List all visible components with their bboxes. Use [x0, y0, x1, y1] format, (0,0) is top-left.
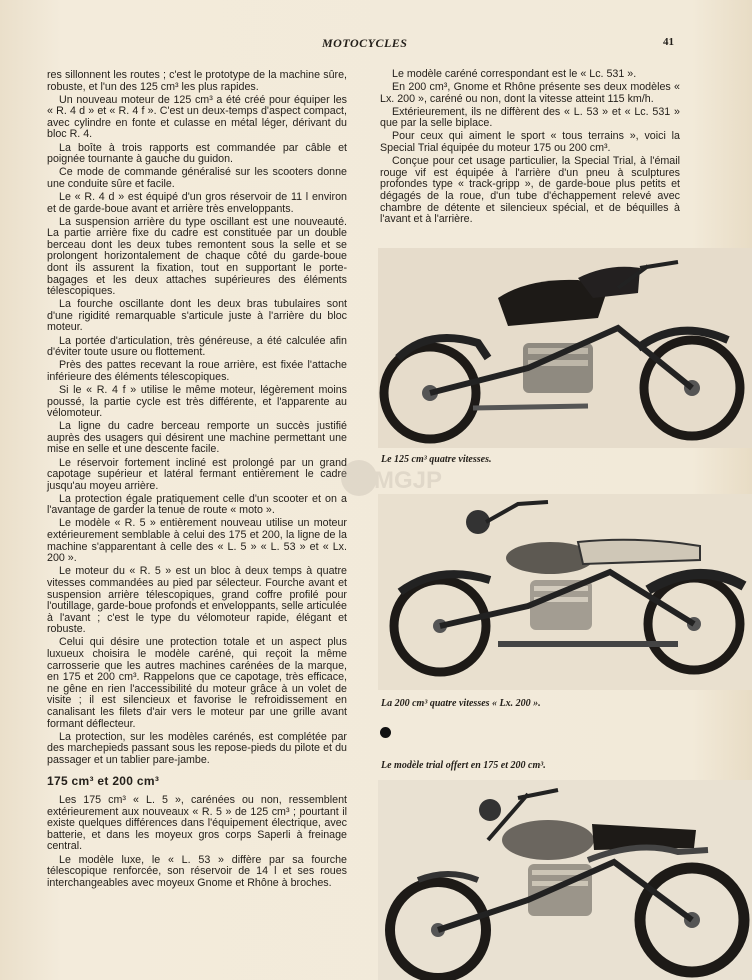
left-text-column [47, 70, 347, 891]
paragraph: La portée d'articulation, très généreuse, a été calculée afin d'éviter toute usure ou flottement. [47, 334, 347, 359]
watermark-text: MGJP [374, 467, 443, 494]
paragraph: Conçue pour cet usage particulier, la Special Trial, à l'émail rouge vif est équipée à l'arrière d'un pneu à sculptures profondes type « track-gripp », de garde-boue plus petits et dégagés de la roue, d'un tube d'échappement relevé avec chambre de détente et silencieux spécial, et de béquilles à l'avant et à l'arrière. [380, 155, 680, 226]
paragraph: Les 175 cm³ « L. 5 », carénées ou non, ressemblent extérieurement aux nouveaux « R. 5 » de 125 cm³ ; pourtant il existe quelques différences dans l'équipement électrique, avec batterie, et dans les moyeux gros corps Saperli à freinage central. [47, 794, 347, 853]
page-number: 41 [663, 36, 674, 48]
paragraph: Celui qui désire une protection totale et un aspect plus luxueux choisira le modèle caréné, qui reçoit la même carrosserie que les autres machines carénées de la marque, en 175 et 200 cm³. Rappelons que ce capotage, très efficace, ne gêne en rien l'accessibilité du moteur grâce à un volet de visite ; il est silencieux et favorise le refroidissement en canalisant les filets d'air vers le moteur par une grille avant formant déflecteur. [47, 636, 347, 730]
right-text-column [380, 69, 680, 227]
motorcycle-photo-trial [378, 780, 752, 980]
bullet-mark [380, 727, 391, 738]
paragraph: La protection, sur les modèles carénés, est complétée par des marchepieds passant sous les repose-pieds du pilote et du passager et un tablier pare-jambe. [47, 730, 347, 766]
paragraph: La boîte à trois rapports est commandée par câble et poignée tournante à gauche du guidon. [47, 141, 347, 166]
paragraph: Le modèle luxe, le « L. 53 » diffère par sa fourche télescopique renforcée, son réservoir de 14 l et ses roues interchangeables avec moyeux Gnome et Rhône à broches. [47, 853, 347, 889]
paragraph: res sillonnent les routes ; c'est le prototype de la machine sûre, robuste, et l'un des 125 cm³ les plus rapides. [47, 69, 347, 93]
paragraph: Extérieurement, ils ne diffèrent des « L. 53 » et « Lc. 531 » que par la selle biplace. [380, 105, 680, 130]
paragraph: Pour ceux qui aiment le sport « tous terrains », voici la Special Trial équipée du moteur 175 ou 200 cm³. [380, 130, 680, 155]
motorcycle-photo-lx200 [378, 494, 752, 690]
photo-caption: Le modèle trial offert en 175 et 200 cm³. [381, 760, 546, 771]
paragraph: La fourche oscillante dont les deux bras tubulaires sont d'une rigidité remarquable s'articule juste à l'arrière du bloc moteur. [47, 298, 347, 334]
paragraph: Le modèle « R. 5 » entièrement nouveau utilise un moteur extérieurement semblable à celui des 175 et 200, la ligne de la machine s'apparentant à celle des « L. 5 » « L. 53 » et « Lx. 200 ». [47, 517, 347, 565]
section-heading: 175 cm³ et 200 cm³ [47, 774, 160, 789]
paragraph: En 200 cm³, Gnome et Rhône présente ses deux modèles « Lx. 200 », caréné ou non, dont la vitesse atteint 115 km/h. [380, 81, 680, 105]
photo-caption: La 200 cm³ quatre vitesses « Lx. 200 ». [381, 698, 541, 709]
paragraph: Le moteur du « R. 5 » est un bloc à deux temps à quatre vitesses commandées au pied par sélecteur. Fourche avant et suspension arrière télescopiques, grand coffre profilé pour l'outillage, garde-boue profonds et enveloppants, selle articulée à l'avant ; c'est le type du vélomoteur rapide, élégant et robuste. [47, 565, 347, 636]
paragraph: Un nouveau moteur de 125 cm³ a été créé pour équiper les « R. 4 d » et « R. 4 f ». C'est un deux-temps d'aspect compact, avec cylindre en fonte et culasse en métal léger, dérivant du bloc R. 4. [47, 93, 347, 141]
paragraph: La suspension arrière du type oscillant est une nouveauté. La partie arrière fixe du cadre est constituée par un double berceau dont les deux tubes remontent sous la selle et se prolongent horizontalement de chaque côté du garde-boue dont ils assurent la fixation, tout en supportant le porte-bagages et les deux attaches supérieures des éléments télescopiques. [47, 215, 347, 298]
running-header-title: MOTOCYCLES [322, 36, 408, 50]
paragraph: La ligne du cadre berceau remporte un succès justifié auprès des usagers qui désirent une machine permettant une mise en selle et une descente facile. [47, 420, 347, 456]
paragraph: Le réservoir fortement incliné est prolongé par un grand capotage supérieur et latéral fermant entièrement le cadre jusqu'au moyeu arrière. [47, 456, 347, 492]
paragraph: Près des pattes recevant la roue arrière, est fixée l'attache inférieure des éléments télescopiques. [47, 359, 347, 383]
paragraph: Le modèle caréné correspondant est le « Lc. 531 ». [392, 68, 637, 80]
motorcycle-photo-125 [378, 248, 752, 448]
paragraph: Le « R. 4 d » est équipé d'un gros réservoir de 11 l environ et de garde-boue avant et arrière très enveloppants. [47, 190, 347, 215]
photo-caption: Le 125 cm³ quatre vitesses. [381, 454, 492, 465]
paragraph: Ce mode de commande généralisé sur les scooters donne une conduite sûre et facile. [47, 166, 347, 190]
paragraph: La protection égale pratiquement celle d'un scooter et on a l'avantage de garder la tenue de route « moto ». [47, 492, 347, 517]
paragraph: Si le « R. 4 f » utilise le même moteur, légèrement moins poussé, la partie cycle est très différente, et l'apparente au vélomoteur. [47, 383, 347, 420]
